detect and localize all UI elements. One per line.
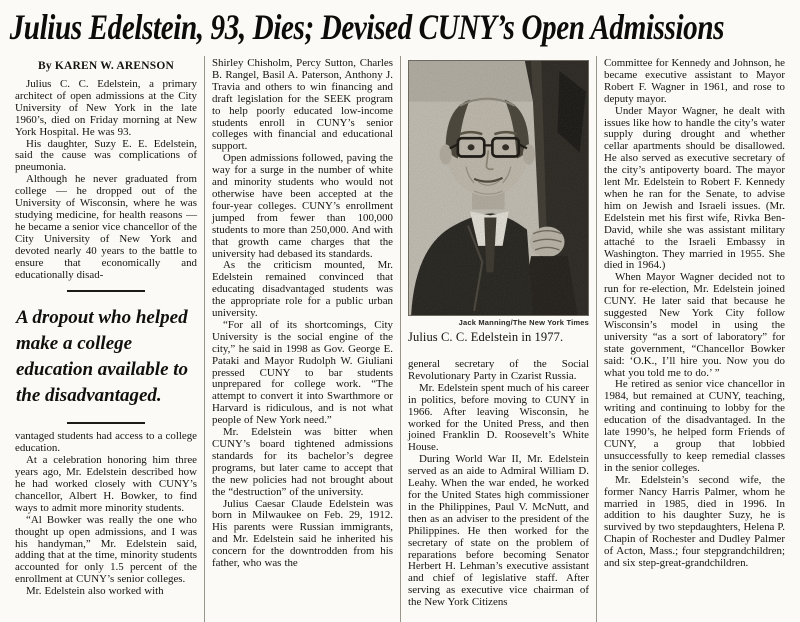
pull-quote-block xyxy=(15,290,197,424)
article-paragraph: During World War II, Mr. Edelstein served as an aide to Admiral William D. Leahy. When the war ended, he worked for the United States high commissioner in the Philippines, Paul V. McNutt, and then as an adviser to the president of the Philippines. He then worked for the secretary of state on the problem of reparations before becoming Senator Herbert H. Lehman’s executive assistant and chief of legislative staff. After serving as executive vice chairman of the New York Citizens xyxy=(408,453,589,609)
portrait-photo xyxy=(408,60,589,316)
caption-spacer xyxy=(408,345,589,359)
photo-caption: Julius C. C. Edelstein in 1977. xyxy=(408,330,564,344)
article-paragraph: His daughter, Suzy E. E. Edelstein, said the cause was complications of pneumonia. xyxy=(15,137,197,174)
column-3 xyxy=(400,56,596,622)
article-paragraph: general secretary of the Social Revolutionary Party in Czarist Russia. xyxy=(408,358,589,382)
article-paragraph: Mr. Edelstein’s second wife, the former Nancy Harris Palmer, whom he married in 1985, died in 1996. In addition to his daughter Suzy, he is survived by two stepdaughters, Helena P. Chapin of Rochester and Dudley Palmer of Acton, Mass.; four stepgrandchildren; and six step-great-grandchildren. xyxy=(604,473,785,570)
article-paragraph: “For all of its shortcomings, City University is the social engine of the city,” he said in 1998 as Gov. George E. Pataki and Mayor Rudolph W. Giuliani pressed CUNY to bar students unprepared for college work. “The attempt to convert it into Swarthmore or Harvard is ridiculous, and is not what people of New York need.” xyxy=(212,318,393,427)
column-4 xyxy=(596,56,792,622)
headline-container xyxy=(8,6,792,52)
article-paragraph: Mr. Edelstein was bitter when CUNY’s board tightened admissions standards for its bachelor’s degree programs, but later came to accept that the new policies had not brought about the “destruction” of the university. xyxy=(212,426,393,498)
article-paragraph: When Mayor Wagner decided not to run for re-election, Mr. Edelstein joined CUNY. He later said that because he suggested New York City follow Wisconsin’s model in using the university “as a sort of laboratory” for state government, “Chancellor Bowker said: ‘O.K., I’ll hire you. Now you do what you told me to do.’ ” xyxy=(604,271,785,379)
portrait-illustration xyxy=(409,61,588,315)
column-2 xyxy=(204,56,400,622)
article-paragraph: Mr. Edelstein spent much of his career in politics, before moving to CUNY in 1966. After leaving Wisconsin, he worked for the United Press, and then joined Franklin D. Roosevelt’s White House. xyxy=(408,381,589,454)
byline: By KAREN W. ARENSON xyxy=(37,60,175,72)
article-paragraph: Julius C. C. Edelstein, a primary architect of open admissions at the City University of New York in the late 1960’s, died on Friday morning at New York Hospital. He was 93. xyxy=(15,78,197,138)
article-paragraph: As the criticism mounted, Mr. Edelstein remained convinced that educating disadvantaged students was the appropriate role for a public urban university. xyxy=(212,259,393,320)
article-paragraph: Shirley Chisholm, Percy Sutton, Charles B. Rangel, Basil A. Paterson, Anthony J. Travia and others to win financing and draft legislation for the SEEK program to help poorly educated low-income students enroll in CUNY’s senior colleges with financial and educational support. xyxy=(212,57,393,153)
article-paragraph: Committee for Kennedy and Johnson, he became executive assistant to Mayor Robert F. Wagner in 1961, and rose to deputy mayor. xyxy=(604,57,785,105)
column-1 xyxy=(8,56,204,622)
photo-credit: Jack Manning/The New York Times xyxy=(458,318,589,327)
article-paragraph: “Al Bowker was really the one who thought up open admissions, and I was his handyman,” Mr. Edelstein said, adding that at the time, minority students accounted for only 1.5 percent of the enrollment at CUNY’s senior colleges. xyxy=(15,513,197,586)
pull-quote-text: A dropout who helped make a college education available to the disadvantaged. xyxy=(16,307,189,407)
article-paragraph: vantaged students had access to a college education. xyxy=(15,430,197,455)
article-paragraph: Mr. Edelstein also worked with xyxy=(26,585,164,598)
article-paragraph: Although he never graduated from college — he dropped out of the University of Wisconsin, where he was studying medicine, for health reasons — he became a senior vice chancellor of the City University of New York and devoted nearly 40 years to the battle to ensure that economically and educationally disad- xyxy=(15,173,198,281)
pull-quote-rule-top xyxy=(67,290,145,292)
article-paragraph: Open admissions followed, paving the way for a surge in the number of white and minority students who would not otherwise have been accepted at the four-year colleges. CUNY’s enrollment jumped from fewer than 100,000 students to more than 250,000. And with that growth came charges that the university had debased its standards. xyxy=(212,152,393,260)
pull-quote-rule-bottom xyxy=(67,422,145,424)
article-paragraph: Under Mayor Wagner, he dealt with issues like how to handle the city’s water supply during drought and whether cellar apartments should be disallowed. He also served as executive secretary of the city’s antipoverty board. The mayor lent Mr. Edelstein to Robert F. Kennedy when he ran for the Senate, to advise him on Jewish and Israeli issues. (Mr. Edelstein met his first wife, Rivka Ben-David, while she was assistant military attaché to the Israeli Embassy in Washington. They married in 1955. She died in 1964.) xyxy=(604,104,785,272)
article-headline: Julius Edelstein, 93, Dies; Devised CUNY’s Open Admissions xyxy=(9,7,725,47)
article-paragraph: He retired as senior vice chancellor in 1984, but remained at CUNY, teaching, writing and continuing to lobby for the education of the disadvantaged. In the late 1990’s, he helped form Friends of CUNY, a group that lobbied unsuccessfully to keep remedial classes in the senior colleges. xyxy=(604,378,785,474)
article-paragraph: At a celebration honoring him three years ago, Mr. Edelstein described how he had worked closely with CUNY’s chancellor, Albert H. Bowker, to find ways to admit more minority students. xyxy=(15,454,197,514)
article-columns xyxy=(8,56,792,622)
article-paragraph: Julius Caesar Claude Edelstein was born in Milwaukee on Feb. 29, 1912. His parents were Russian immigrants, and Mr. Edelstein said he inherited his concern for the downtrodden from his father, who was the xyxy=(212,497,393,570)
portrait-figure xyxy=(408,60,589,345)
